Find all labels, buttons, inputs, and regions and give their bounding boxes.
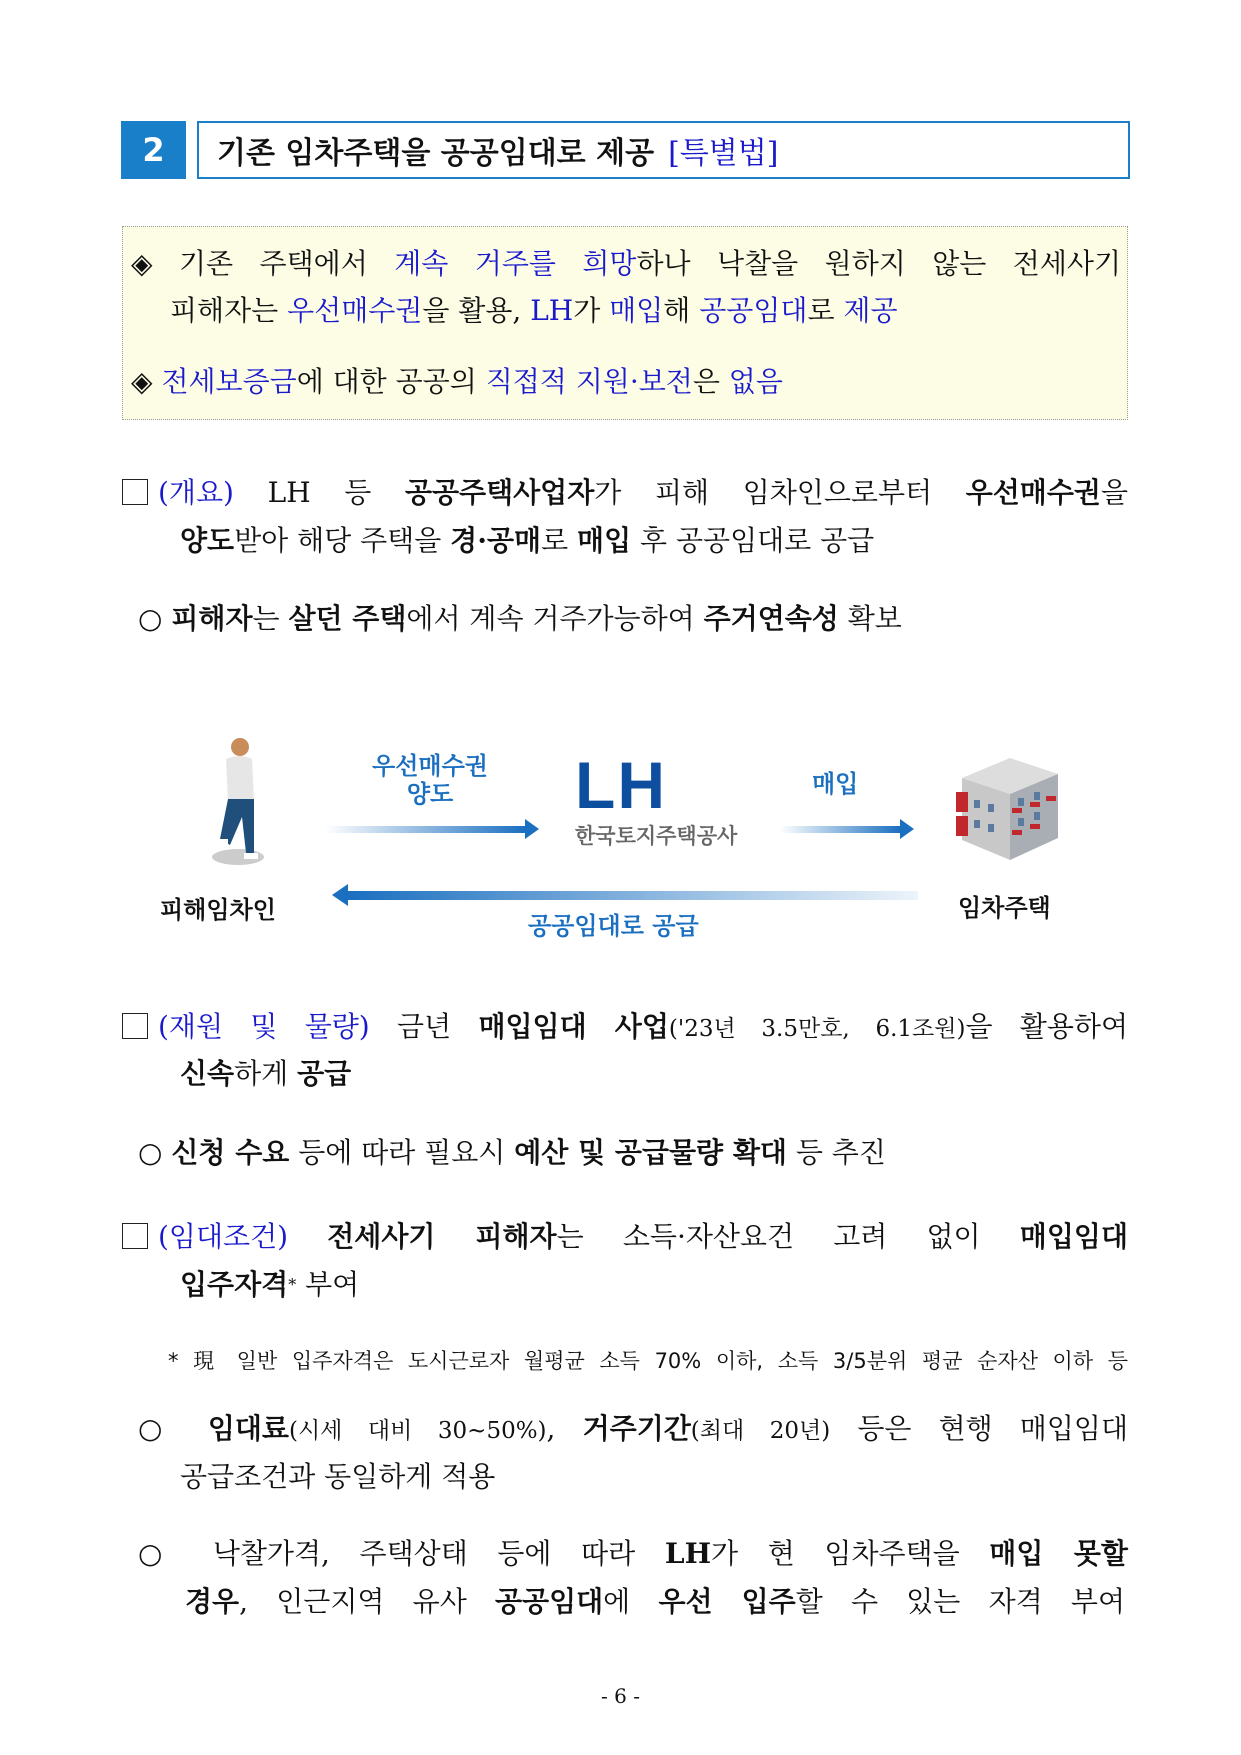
- text-segment: 가 현 임차주택을: [711, 1537, 990, 1570]
- person-icon: [200, 735, 280, 870]
- arrow-head-icon: [900, 819, 914, 839]
- text-segment: ◈: [131, 365, 162, 398]
- text-segment: 우선 입주: [658, 1585, 796, 1618]
- text-segment: * 現 일반 입주자격은 도시근로자 월평균 소득 70% 이하, 소득 3/5분위 평균 순자산 이하 등: [168, 1349, 1128, 1373]
- text-segment: 예산 및 공급물량 확대: [514, 1136, 787, 1169]
- section-title: 기존 임차주택을 공공임대로 제공: [217, 136, 655, 171]
- text-segment: 신속: [180, 1057, 235, 1090]
- text-segment: 살던 주택: [288, 602, 407, 635]
- checkbox-square-icon: [122, 1013, 148, 1039]
- text-segment: (시세 대비 30~50%): [288, 1418, 547, 1444]
- text-line: [122, 1217, 1128, 1257]
- text-segment: 하나 낙찰을 원하지 않는 전세사기: [636, 247, 1122, 280]
- text-segment: (최대 20년): [690, 1418, 831, 1444]
- text-segment: 는 소득·자산요건 고려 없이: [556, 1220, 1020, 1253]
- text-segment: 없음: [728, 365, 783, 398]
- text-segment: 로: [807, 294, 844, 327]
- text-segment: (재원 및 물량): [158, 1010, 398, 1043]
- text-segment: 경·공매: [450, 524, 542, 557]
- text-segment: 은: [692, 365, 729, 398]
- text-line: [180, 1265, 359, 1305]
- text-segment: 을 활용,: [422, 294, 531, 327]
- text-line: [180, 1457, 495, 1497]
- text-segment: 가 피해 임차인으로부터: [594, 476, 966, 509]
- text-segment: 경우: [185, 1585, 240, 1618]
- arrow-left-supply: [348, 891, 918, 900]
- text-segment: , 인근지역 유사: [239, 1585, 495, 1618]
- text-segment: 에 대한 공공의: [296, 365, 486, 398]
- text-segment: 전세보증금: [161, 365, 297, 398]
- arrow-head-icon: [525, 819, 539, 839]
- text-segment: LH 등: [267, 476, 405, 509]
- text-segment: 매입임대: [1019, 1220, 1128, 1253]
- text-segment: 우선매수권: [965, 476, 1101, 509]
- page-number: - 6 -: [601, 1684, 640, 1708]
- arrow-right-transfer: [325, 826, 525, 833]
- text-segment: ○: [138, 1136, 172, 1169]
- text-segment: 피해자는: [170, 294, 288, 327]
- text-segment: ◈ 기존 주택에서: [131, 247, 395, 280]
- text-segment: 거주기간: [582, 1412, 691, 1445]
- checkbox-square-icon: [122, 1223, 148, 1249]
- text-segment: 해: [663, 294, 700, 327]
- summary-box: [122, 226, 1128, 420]
- lh-logo: LH: [575, 748, 667, 822]
- text-segment: ○: [138, 1412, 208, 1445]
- text-segment: (개요): [158, 476, 268, 509]
- text-segment: 에: [603, 1585, 659, 1618]
- arrow-right-purchase: [780, 826, 900, 833]
- text-segment: 을 활용하여: [965, 1010, 1129, 1043]
- text-segment: 후 공공임대로 공급: [631, 524, 875, 557]
- text-segment: 공공임대: [494, 1585, 604, 1618]
- text-segment: 임대료: [207, 1412, 289, 1445]
- house-label: 임차주택: [958, 894, 1051, 922]
- section-tag: [특별법]: [668, 136, 779, 171]
- text-segment: 는: [252, 602, 289, 635]
- text-segment: ('23년 3.5만호, 6.1조원): [668, 1016, 966, 1042]
- text-segment: ○ 낙찰가격, 주택상태 등에 따라: [138, 1537, 665, 1570]
- section-number: 2: [121, 121, 186, 179]
- text-segment: 전세사기 피해자: [327, 1220, 557, 1253]
- transfer-label: [360, 752, 500, 808]
- text-segment: 우선매수권: [287, 294, 423, 327]
- text-line: [168, 1341, 1128, 1381]
- text-line: [122, 1007, 1128, 1049]
- text-segment: 매입: [577, 524, 632, 557]
- text-segment: 부여: [296, 1268, 360, 1301]
- text-segment: 로: [541, 524, 578, 557]
- checkbox-square-icon: [122, 479, 148, 505]
- purchase-label: 매입: [812, 770, 859, 798]
- text-line: [122, 473, 1128, 513]
- text-segment: 신청 수요: [171, 1136, 290, 1169]
- text-segment: 받아 해당 주택을: [234, 524, 451, 557]
- transfer-label-line-2: 양도: [406, 780, 454, 808]
- text-segment: 확보: [838, 602, 902, 635]
- text-line: [131, 244, 1121, 284]
- text-segment: 피해자: [171, 602, 253, 635]
- text-segment: 가: [573, 294, 610, 327]
- text-line: [138, 599, 902, 639]
- text-segment: LH: [530, 294, 574, 327]
- arrow-head-icon: [332, 884, 348, 906]
- text-segment: (임대조건): [158, 1220, 328, 1253]
- text-segment: ,: [546, 1412, 583, 1445]
- text-line: [138, 1534, 1128, 1574]
- lh-name: 한국토지주택공사: [575, 824, 738, 848]
- victim-label: 피해임차인: [160, 896, 276, 924]
- text-segment: 등 추진: [786, 1136, 886, 1169]
- supply-label: 공공임대로 공급: [528, 912, 699, 940]
- text-segment: 제공: [843, 294, 898, 327]
- text-segment: 할 수 있는 자격 부여: [795, 1585, 1125, 1618]
- text-segment: 매입: [609, 294, 664, 327]
- text-segment: 에서 계속 거주가능하여: [406, 602, 704, 635]
- text-line: [180, 1054, 351, 1094]
- text-segment: 하게: [234, 1057, 298, 1090]
- text-segment: 금년: [397, 1010, 479, 1043]
- text-segment: *: [288, 1275, 297, 1294]
- text-line: [185, 1582, 1125, 1622]
- text-segment: 공공주택사업자: [404, 476, 595, 509]
- text-line: [180, 521, 874, 561]
- text-segment: 입주자격: [180, 1268, 289, 1301]
- text-segment: LH: [664, 1537, 712, 1570]
- text-line: [138, 1133, 886, 1173]
- text-segment: 직접적 지원·보전: [485, 365, 693, 398]
- text-segment: ○: [138, 602, 172, 635]
- text-line: [131, 362, 783, 402]
- text-segment: 등에 따라 필요시: [289, 1136, 515, 1169]
- text-line: [138, 1409, 1128, 1451]
- text-segment: 매입임대 사업: [478, 1010, 669, 1043]
- text-segment: 을: [1100, 476, 1128, 509]
- building-icon: [950, 748, 1060, 863]
- text-segment: 주거연속성: [703, 602, 839, 635]
- text-line: [170, 291, 898, 331]
- text-segment: 공급조건과 동일하게 적용: [180, 1460, 496, 1493]
- section-title-box: [197, 121, 1130, 179]
- text-segment: 계속 거주를 희망: [394, 247, 637, 280]
- text-segment: 공급: [297, 1057, 352, 1090]
- text-segment: 매입 못할: [989, 1537, 1128, 1570]
- text-segment: 양도: [180, 524, 235, 557]
- text-segment: 등은 현행 매입임대: [830, 1412, 1129, 1445]
- transfer-label-line-1: 우선매수권: [372, 752, 488, 780]
- text-segment: 공공임대: [699, 294, 808, 327]
